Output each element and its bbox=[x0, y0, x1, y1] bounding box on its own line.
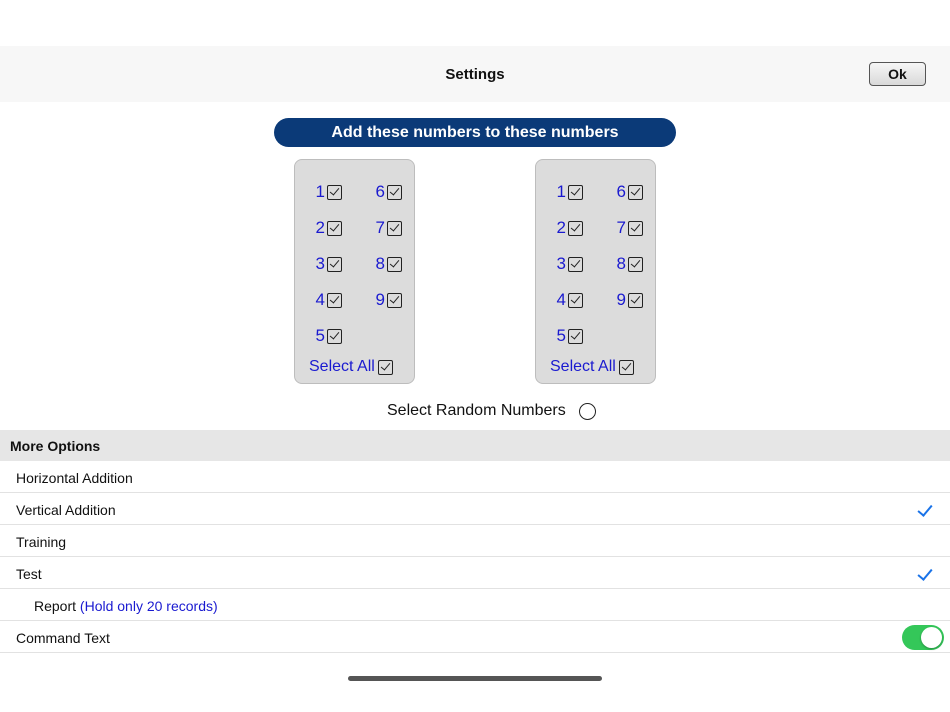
option-vertical-addition[interactable] bbox=[0, 493, 950, 525]
checkbox-checked-icon bbox=[378, 360, 393, 375]
number-label: 8 bbox=[375, 254, 385, 273]
option-command-text bbox=[0, 621, 950, 653]
checkbox-checked-icon bbox=[628, 257, 643, 272]
checkbox-checked-icon bbox=[327, 185, 342, 200]
number-label: 2 bbox=[315, 218, 325, 237]
select-all-label: Select All bbox=[309, 358, 375, 375]
number-label: 1 bbox=[556, 182, 566, 201]
section-title: More Options bbox=[10, 438, 101, 454]
report-label: Report bbox=[34, 598, 77, 614]
number-label: 3 bbox=[315, 254, 325, 273]
random-numbers-row bbox=[0, 400, 950, 422]
page-title: Settings bbox=[445, 66, 505, 83]
checkbox-checked-icon bbox=[387, 257, 402, 272]
checkbox-checked-icon bbox=[327, 329, 342, 344]
nav-bar bbox=[0, 46, 950, 102]
right-number-2-checkbox[interactable] bbox=[554, 218, 583, 238]
option-report[interactable] bbox=[0, 589, 950, 621]
checkbox-checked-icon bbox=[628, 293, 643, 308]
number-label: 4 bbox=[315, 290, 325, 309]
checkbox-checked-icon bbox=[387, 185, 402, 200]
checkbox-checked-icon bbox=[387, 221, 402, 236]
left-number-6-checkbox[interactable] bbox=[373, 182, 402, 202]
option-label: Command Text bbox=[16, 630, 110, 646]
right-number-panel bbox=[535, 159, 656, 384]
option-label bbox=[34, 598, 218, 614]
left-number-8-checkbox[interactable] bbox=[373, 254, 402, 274]
left-number-3-checkbox[interactable] bbox=[313, 254, 342, 274]
checkbox-checked-icon bbox=[327, 293, 342, 308]
number-label: 7 bbox=[616, 218, 626, 237]
random-numbers-label: Select Random Numbers bbox=[387, 402, 566, 419]
left-number-panel bbox=[294, 159, 415, 384]
option-label: Horizontal Addition bbox=[16, 470, 133, 486]
left-number-9-checkbox[interactable] bbox=[373, 290, 402, 310]
instruction-banner: Add these numbers to these numbers bbox=[274, 118, 676, 147]
number-label: 2 bbox=[556, 218, 566, 237]
number-label: 8 bbox=[616, 254, 626, 273]
checkbox-checked-icon bbox=[619, 360, 634, 375]
left-number-7-checkbox[interactable] bbox=[373, 218, 402, 238]
right-number-1-checkbox[interactable] bbox=[554, 182, 583, 202]
checkbox-checked-icon bbox=[628, 185, 643, 200]
checkbox-checked-icon bbox=[327, 221, 342, 236]
number-label: 5 bbox=[315, 326, 325, 345]
right-number-5-checkbox[interactable] bbox=[554, 326, 583, 346]
home-indicator bbox=[348, 676, 602, 681]
select-all-label: Select All bbox=[550, 358, 616, 375]
right-number-6-checkbox[interactable] bbox=[614, 182, 643, 202]
number-label: 9 bbox=[375, 290, 385, 309]
right-number-3-checkbox[interactable] bbox=[554, 254, 583, 274]
checkbox-checked-icon bbox=[568, 329, 583, 344]
number-label: 4 bbox=[556, 290, 566, 309]
right-number-7-checkbox[interactable] bbox=[614, 218, 643, 238]
left-number-2-checkbox[interactable] bbox=[313, 218, 342, 238]
left-number-5-checkbox[interactable] bbox=[313, 326, 342, 346]
checkbox-checked-icon bbox=[568, 185, 583, 200]
toggle-knob bbox=[921, 627, 942, 648]
command-text-toggle[interactable] bbox=[902, 625, 944, 650]
more-options-header bbox=[0, 430, 950, 461]
checkbox-checked-icon bbox=[568, 257, 583, 272]
number-label: 1 bbox=[315, 182, 325, 201]
right-number-8-checkbox[interactable] bbox=[614, 254, 643, 274]
option-label: Test bbox=[16, 566, 42, 582]
checkmark-icon bbox=[917, 565, 932, 581]
number-label: 3 bbox=[556, 254, 566, 273]
option-horizontal-addition[interactable] bbox=[0, 461, 950, 493]
right-number-4-checkbox[interactable] bbox=[554, 290, 583, 310]
checkbox-checked-icon bbox=[568, 221, 583, 236]
number-label: 6 bbox=[616, 182, 626, 201]
number-label: 9 bbox=[616, 290, 626, 309]
report-note: (Hold only 20 records) bbox=[79, 598, 218, 614]
number-label: 5 bbox=[556, 326, 566, 345]
ok-button[interactable]: Ok bbox=[869, 62, 926, 86]
checkbox-checked-icon bbox=[568, 293, 583, 308]
checkmark-icon bbox=[917, 501, 932, 517]
option-label: Vertical Addition bbox=[16, 502, 116, 518]
left-number-4-checkbox[interactable] bbox=[313, 290, 342, 310]
checkbox-checked-icon bbox=[327, 257, 342, 272]
random-numbers-radio[interactable] bbox=[579, 403, 596, 420]
left-select-all-checkbox[interactable] bbox=[309, 358, 393, 376]
option-test[interactable] bbox=[0, 557, 950, 589]
right-number-9-checkbox[interactable] bbox=[614, 290, 643, 310]
option-label: Training bbox=[16, 534, 67, 550]
checkbox-checked-icon bbox=[628, 221, 643, 236]
option-training[interactable] bbox=[0, 525, 950, 557]
checkbox-checked-icon bbox=[387, 293, 402, 308]
left-number-1-checkbox[interactable] bbox=[313, 182, 342, 202]
right-select-all-checkbox[interactable] bbox=[550, 358, 634, 376]
number-label: 7 bbox=[375, 218, 385, 237]
number-label: 6 bbox=[375, 182, 385, 201]
